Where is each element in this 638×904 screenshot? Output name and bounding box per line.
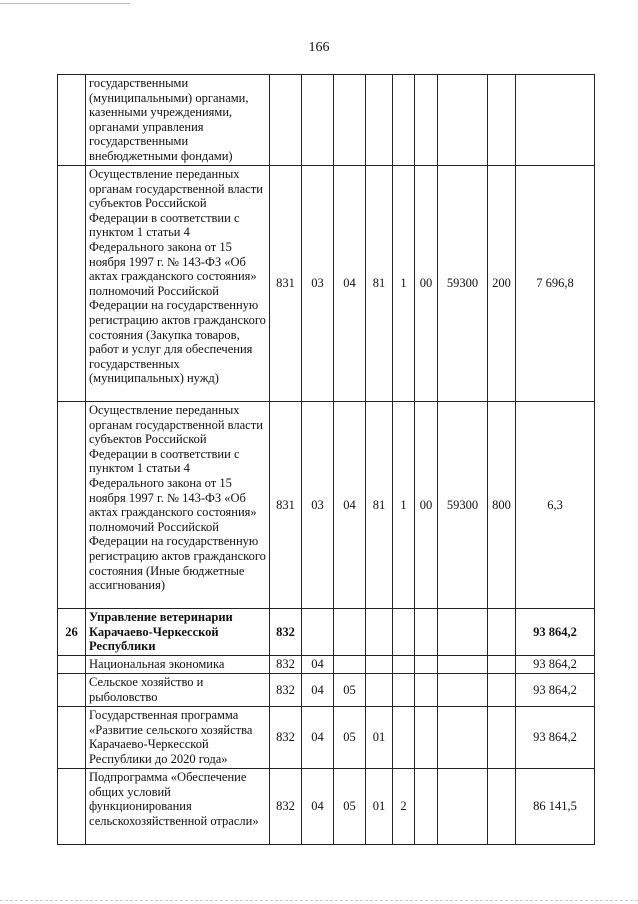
subsection-code-cell: 05 bbox=[334, 707, 366, 769]
row-name-cell: Сельское хозяйство и рыболовство bbox=[86, 674, 270, 707]
subprogram-code-cell bbox=[393, 656, 415, 674]
direction-code-cell bbox=[415, 707, 438, 769]
subprogram-code-cell bbox=[393, 674, 415, 707]
row-name-cell: Осуществление переданных органам государственной власти субъектов Российской Федерации в соответствии с пунктом 1 статьи 4 Федерального закона от 15 ноября 1997 г. № 143-ФЗ «Об актах гражданского состояния» полномочий Российской Федерации на государственную регистрацию актов гражданского состояния (Закупка товаров, работ и услуг для обеспечения государственных (муниципальных) нужд) bbox=[86, 166, 270, 402]
expense-type-cell bbox=[488, 75, 516, 166]
subprogram-code-cell bbox=[393, 707, 415, 769]
ministry-code-cell: 832 bbox=[270, 609, 302, 656]
table-row bbox=[58, 674, 595, 707]
program-code-cell bbox=[366, 75, 393, 166]
row-number-cell bbox=[58, 674, 86, 707]
section-code-cell: 04 bbox=[302, 707, 334, 769]
section-code-cell: 04 bbox=[302, 769, 334, 845]
page-number: 166 bbox=[308, 40, 330, 55]
program-code-cell: 81 bbox=[366, 402, 393, 609]
amount-cell bbox=[516, 75, 595, 166]
program-code-cell: 01 bbox=[366, 769, 393, 845]
program-code-cell bbox=[366, 656, 393, 674]
program-code-cell bbox=[366, 609, 393, 656]
ministry-code-cell: 832 bbox=[270, 707, 302, 769]
amount-cell: 93 864,2 bbox=[516, 707, 595, 769]
subsection-code-cell: 05 bbox=[334, 674, 366, 707]
ministry-code-cell: 832 bbox=[270, 769, 302, 845]
direction-code-cell: 00 bbox=[415, 166, 438, 402]
subsection-code-cell: 04 bbox=[334, 402, 366, 609]
section-code-cell bbox=[302, 75, 334, 166]
section-code-cell: 03 bbox=[302, 402, 334, 609]
section-code-cell: 04 bbox=[302, 674, 334, 707]
expense-code-cell bbox=[438, 707, 488, 769]
row-number-cell: 26 bbox=[58, 609, 86, 656]
table-row bbox=[58, 402, 595, 609]
amount-cell: 7 696,8 bbox=[516, 166, 595, 402]
row-number-cell bbox=[58, 166, 86, 402]
amount-cell: 93 864,2 bbox=[516, 609, 595, 656]
row-name-cell: Национальная экономика bbox=[86, 656, 270, 674]
expense-code-cell bbox=[438, 674, 488, 707]
subprogram-code-cell: 1 bbox=[393, 166, 415, 402]
table-row bbox=[58, 707, 595, 769]
row-name-cell: Государственная программа «Развитие сельского хозяйства Карачаево-Черкесской Республики до 2020 года» bbox=[86, 707, 270, 769]
bottom-rule bbox=[0, 900, 638, 901]
subsection-code-cell bbox=[334, 609, 366, 656]
expense-type-cell bbox=[488, 674, 516, 707]
subsection-code-cell bbox=[334, 75, 366, 166]
ministry-code-cell: 831 bbox=[270, 166, 302, 402]
direction-code-cell bbox=[415, 656, 438, 674]
ministry-code-cell: 831 bbox=[270, 402, 302, 609]
amount-cell: 86 141,5 bbox=[516, 769, 595, 845]
ministry-code-cell: 832 bbox=[270, 674, 302, 707]
table-body bbox=[58, 75, 595, 845]
table-row bbox=[58, 166, 595, 402]
direction-code-cell bbox=[415, 674, 438, 707]
budget-table bbox=[57, 74, 595, 845]
expense-type-cell bbox=[488, 609, 516, 656]
expense-code-cell bbox=[438, 769, 488, 845]
row-name-cell: Осуществление переданных органам государственной власти субъектов Российской Федерации в соответствии с пунктом 1 статьи 4 Федерального закона от 15 ноября 1997 г. № 143-ФЗ «Об актах гражданского состояния» полномочий Российской Федерации на государственную регистрацию актов гражданского состояния (Иные бюджетные ассигнования) bbox=[86, 402, 270, 609]
table-row bbox=[58, 656, 595, 674]
expense-type-cell: 200 bbox=[488, 166, 516, 402]
expense-code-cell: 59300 bbox=[438, 166, 488, 402]
subprogram-code-cell: 1 bbox=[393, 402, 415, 609]
subprogram-code-cell bbox=[393, 75, 415, 166]
subsection-code-cell bbox=[334, 656, 366, 674]
table-row bbox=[58, 75, 595, 166]
subprogram-code-cell: 2 bbox=[393, 769, 415, 845]
direction-code-cell bbox=[415, 75, 438, 166]
expense-code-cell bbox=[438, 75, 488, 166]
row-name-cell: Управление ветеринарии Карачаево-Черкесской Республики bbox=[86, 609, 270, 656]
row-number-cell bbox=[58, 402, 86, 609]
expense-type-cell bbox=[488, 707, 516, 769]
top-rule bbox=[0, 3, 130, 4]
section-code-cell: 04 bbox=[302, 656, 334, 674]
program-code-cell: 01 bbox=[366, 707, 393, 769]
row-name-cell: государственными (муниципальными) органами, казенными учреждениями, органами управления государственными внебюджетными фондами) bbox=[86, 75, 270, 166]
program-code-cell bbox=[366, 674, 393, 707]
amount-cell: 6,3 bbox=[516, 402, 595, 609]
row-number-cell bbox=[58, 656, 86, 674]
expense-type-cell: 800 bbox=[488, 402, 516, 609]
ministry-code-cell: 832 bbox=[270, 656, 302, 674]
amount-cell: 93 864,2 bbox=[516, 674, 595, 707]
expense-type-cell bbox=[488, 656, 516, 674]
direction-code-cell bbox=[415, 609, 438, 656]
row-number-cell bbox=[58, 75, 86, 166]
direction-code-cell: 00 bbox=[415, 402, 438, 609]
section-code-cell: 03 bbox=[302, 166, 334, 402]
expense-type-cell bbox=[488, 769, 516, 845]
amount-cell: 93 864,2 bbox=[516, 656, 595, 674]
expense-code-cell bbox=[438, 656, 488, 674]
table-row bbox=[58, 609, 595, 656]
row-name-cell: Подпрограмма «Обеспечение общих условий функционирования сельскохозяйственной отрасли» bbox=[86, 769, 270, 845]
section-code-cell bbox=[302, 609, 334, 656]
subsection-code-cell: 05 bbox=[334, 769, 366, 845]
table-row bbox=[58, 769, 595, 845]
row-number-cell bbox=[58, 707, 86, 769]
program-code-cell: 81 bbox=[366, 166, 393, 402]
expense-code-cell bbox=[438, 609, 488, 656]
subprogram-code-cell bbox=[393, 609, 415, 656]
subsection-code-cell: 04 bbox=[334, 166, 366, 402]
ministry-code-cell bbox=[270, 75, 302, 166]
expense-code-cell: 59300 bbox=[438, 402, 488, 609]
direction-code-cell bbox=[415, 769, 438, 845]
row-number-cell bbox=[58, 769, 86, 845]
